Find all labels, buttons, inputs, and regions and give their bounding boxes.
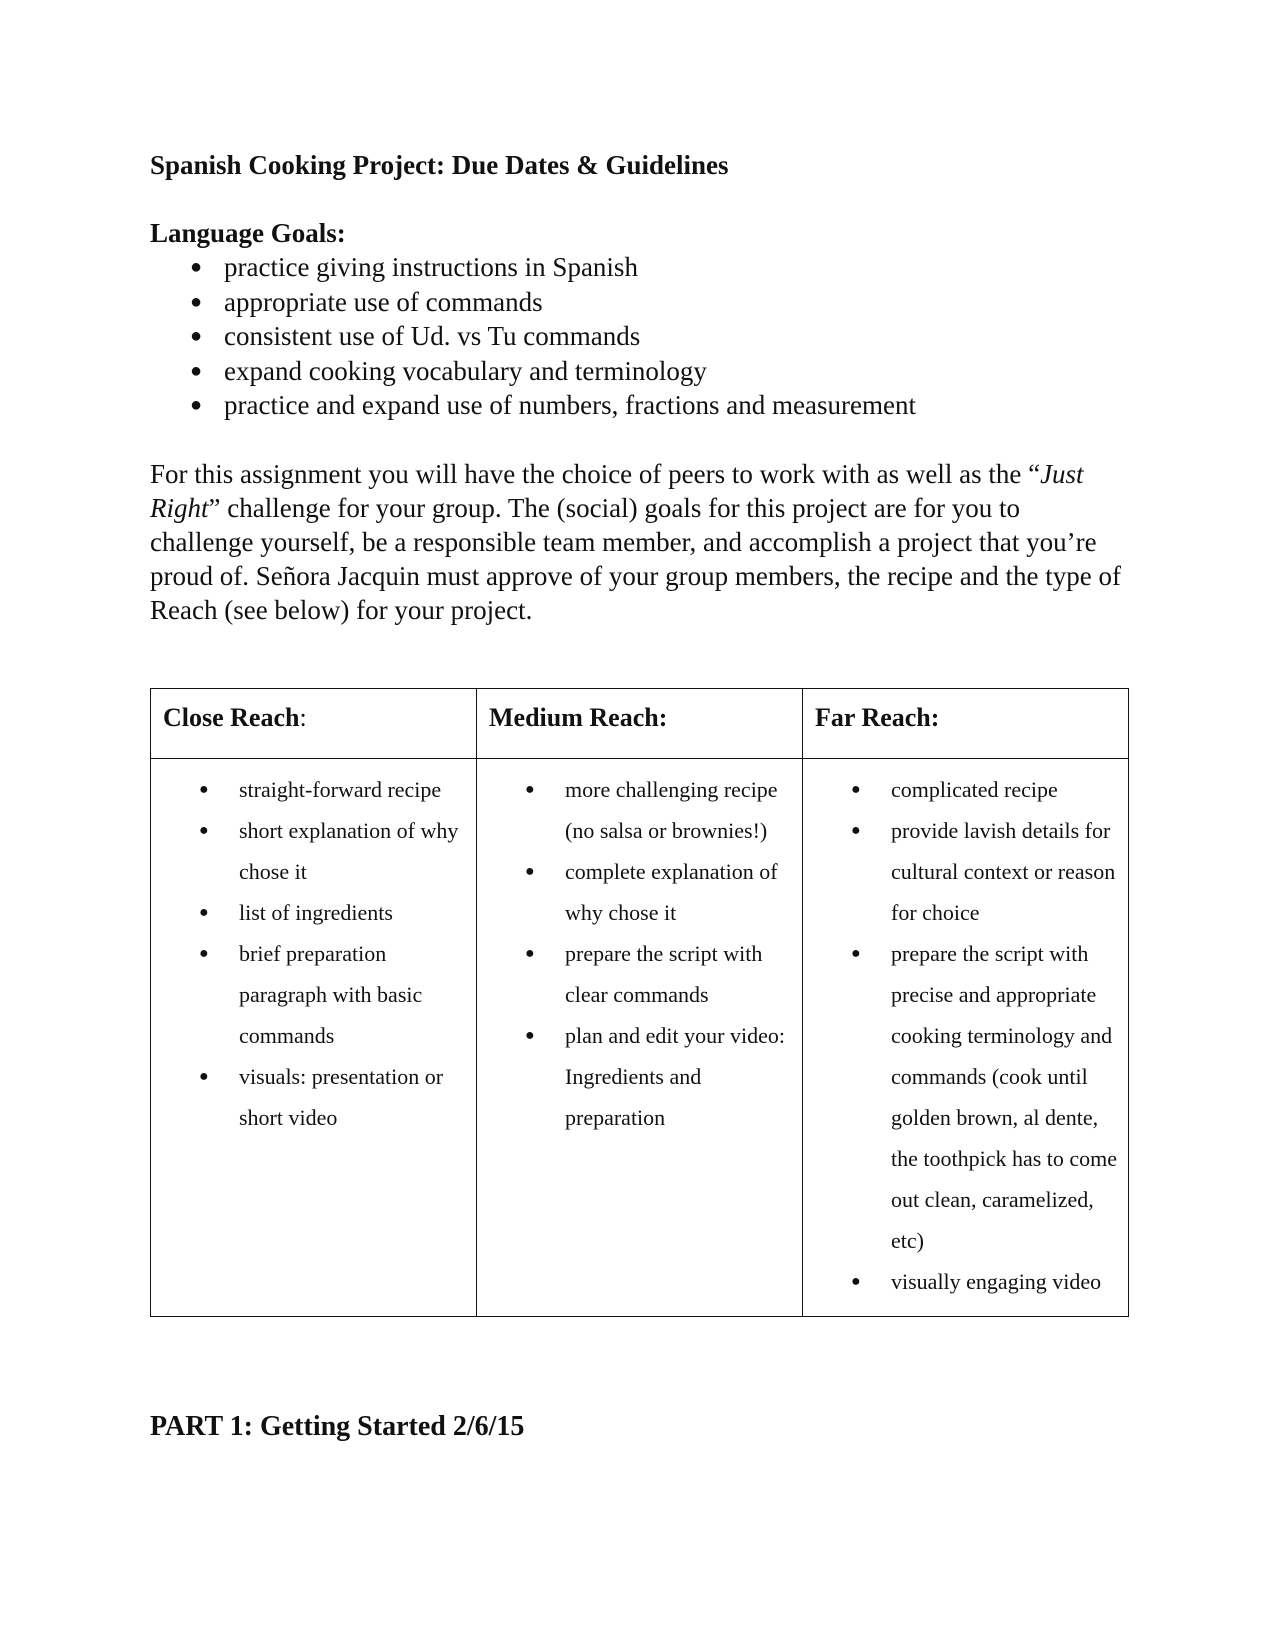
document-body	[150, 148, 1130, 627]
part1-heading: PART 1: Getting Started 2/6/15	[150, 1411, 525, 1442]
bullet-icon: ●	[851, 822, 861, 839]
list-item: ● short explanation of why chose it	[161, 810, 466, 892]
language-goals-heading: Language Goals:	[150, 218, 346, 248]
language-goal-item: ● practice giving instructions in Spanish	[150, 250, 1130, 285]
close-reach-list	[161, 769, 466, 1138]
bullet-icon: ●	[199, 1068, 209, 1085]
far-reach-cell	[803, 759, 1129, 1317]
medium-reach-header: Medium Reach:	[477, 689, 803, 759]
bullet-icon: ●	[199, 781, 209, 798]
document-title: Spanish Cooking Project: Due Dates & Guidelines	[150, 150, 729, 180]
list-item: ● provide lavish details for cultural context or reason for choice	[813, 810, 1118, 933]
list-item: ● straight-forward recipe	[161, 769, 466, 810]
bullet-icon: ●	[190, 256, 203, 278]
bullet-icon: ●	[525, 781, 535, 798]
language-goal-item: ● expand cooking vocabulary and terminology	[150, 354, 1130, 389]
language-goal-item: ● consistent use of Ud. vs Tu commands	[150, 319, 1130, 354]
bullet-icon: ●	[525, 1027, 535, 1044]
bullet-icon: ●	[190, 359, 203, 382]
intro-paragraph: For this assignment you will have the choice of peers to work with as well as the “Just Right” challenge for your group. The (social) goals for this project are for you to challenge yourself, be a responsible team member, and accomplish a project that you’re proud of. Señora Jacquin must approve of your group members, the recipe and the type of Reach (see below) for your project.	[150, 458, 1121, 625]
reach-table	[150, 688, 1129, 1317]
far-reach-header: Far Reach:	[803, 689, 1129, 759]
bullet-icon: ●	[190, 325, 203, 347]
bullet-icon: ●	[199, 945, 209, 962]
bullet-icon: ●	[525, 863, 535, 880]
bullet-icon: ●	[851, 781, 861, 798]
list-item: ● complicated recipe	[813, 769, 1118, 810]
list-item: ● visually engaging video	[813, 1261, 1118, 1302]
bullet-icon: ●	[851, 945, 861, 962]
list-item: ● list of ingredients	[161, 892, 466, 933]
bullet-icon: ●	[525, 945, 535, 962]
medium-reach-list	[487, 769, 792, 1138]
language-goal-item: ● appropriate use of commands	[150, 285, 1130, 320]
list-item: ● more challenging recipe (no salsa or brownies!)	[487, 769, 792, 851]
language-goal-item: ● practice and expand use of numbers, fractions and measurement	[150, 388, 1130, 423]
list-item: ● plan and edit your video: Ingredients and preparation	[487, 1015, 792, 1138]
bullet-icon: ●	[199, 904, 209, 921]
list-item: ● prepare the script with precise and appropriate cooking terminology and commands (cook until golden brown, al dente, the toothpick has to come out clean, caramelized, etc)	[813, 933, 1118, 1261]
close-reach-cell	[151, 759, 477, 1317]
reach-table-header-row	[151, 689, 1129, 759]
bullet-icon: ●	[199, 822, 209, 839]
bullet-icon: ●	[190, 290, 203, 313]
bullet-icon: ●	[851, 1273, 861, 1290]
far-reach-list	[813, 769, 1118, 1302]
language-goals-list	[150, 250, 1130, 423]
medium-reach-cell	[477, 759, 803, 1317]
bullet-icon: ●	[190, 394, 203, 416]
just-right-emphasis: Just Right	[150, 458, 1084, 523]
list-item: ● prepare the script with clear commands	[487, 933, 792, 1015]
list-item: ● visuals: presentation or short video	[161, 1056, 466, 1138]
reach-table-body-row	[151, 759, 1129, 1317]
list-item: ● complete explanation of why chose it	[487, 851, 792, 933]
close-reach-header: Close Reach:	[151, 689, 477, 759]
list-item: ● brief preparation paragraph with basic commands	[161, 933, 466, 1056]
